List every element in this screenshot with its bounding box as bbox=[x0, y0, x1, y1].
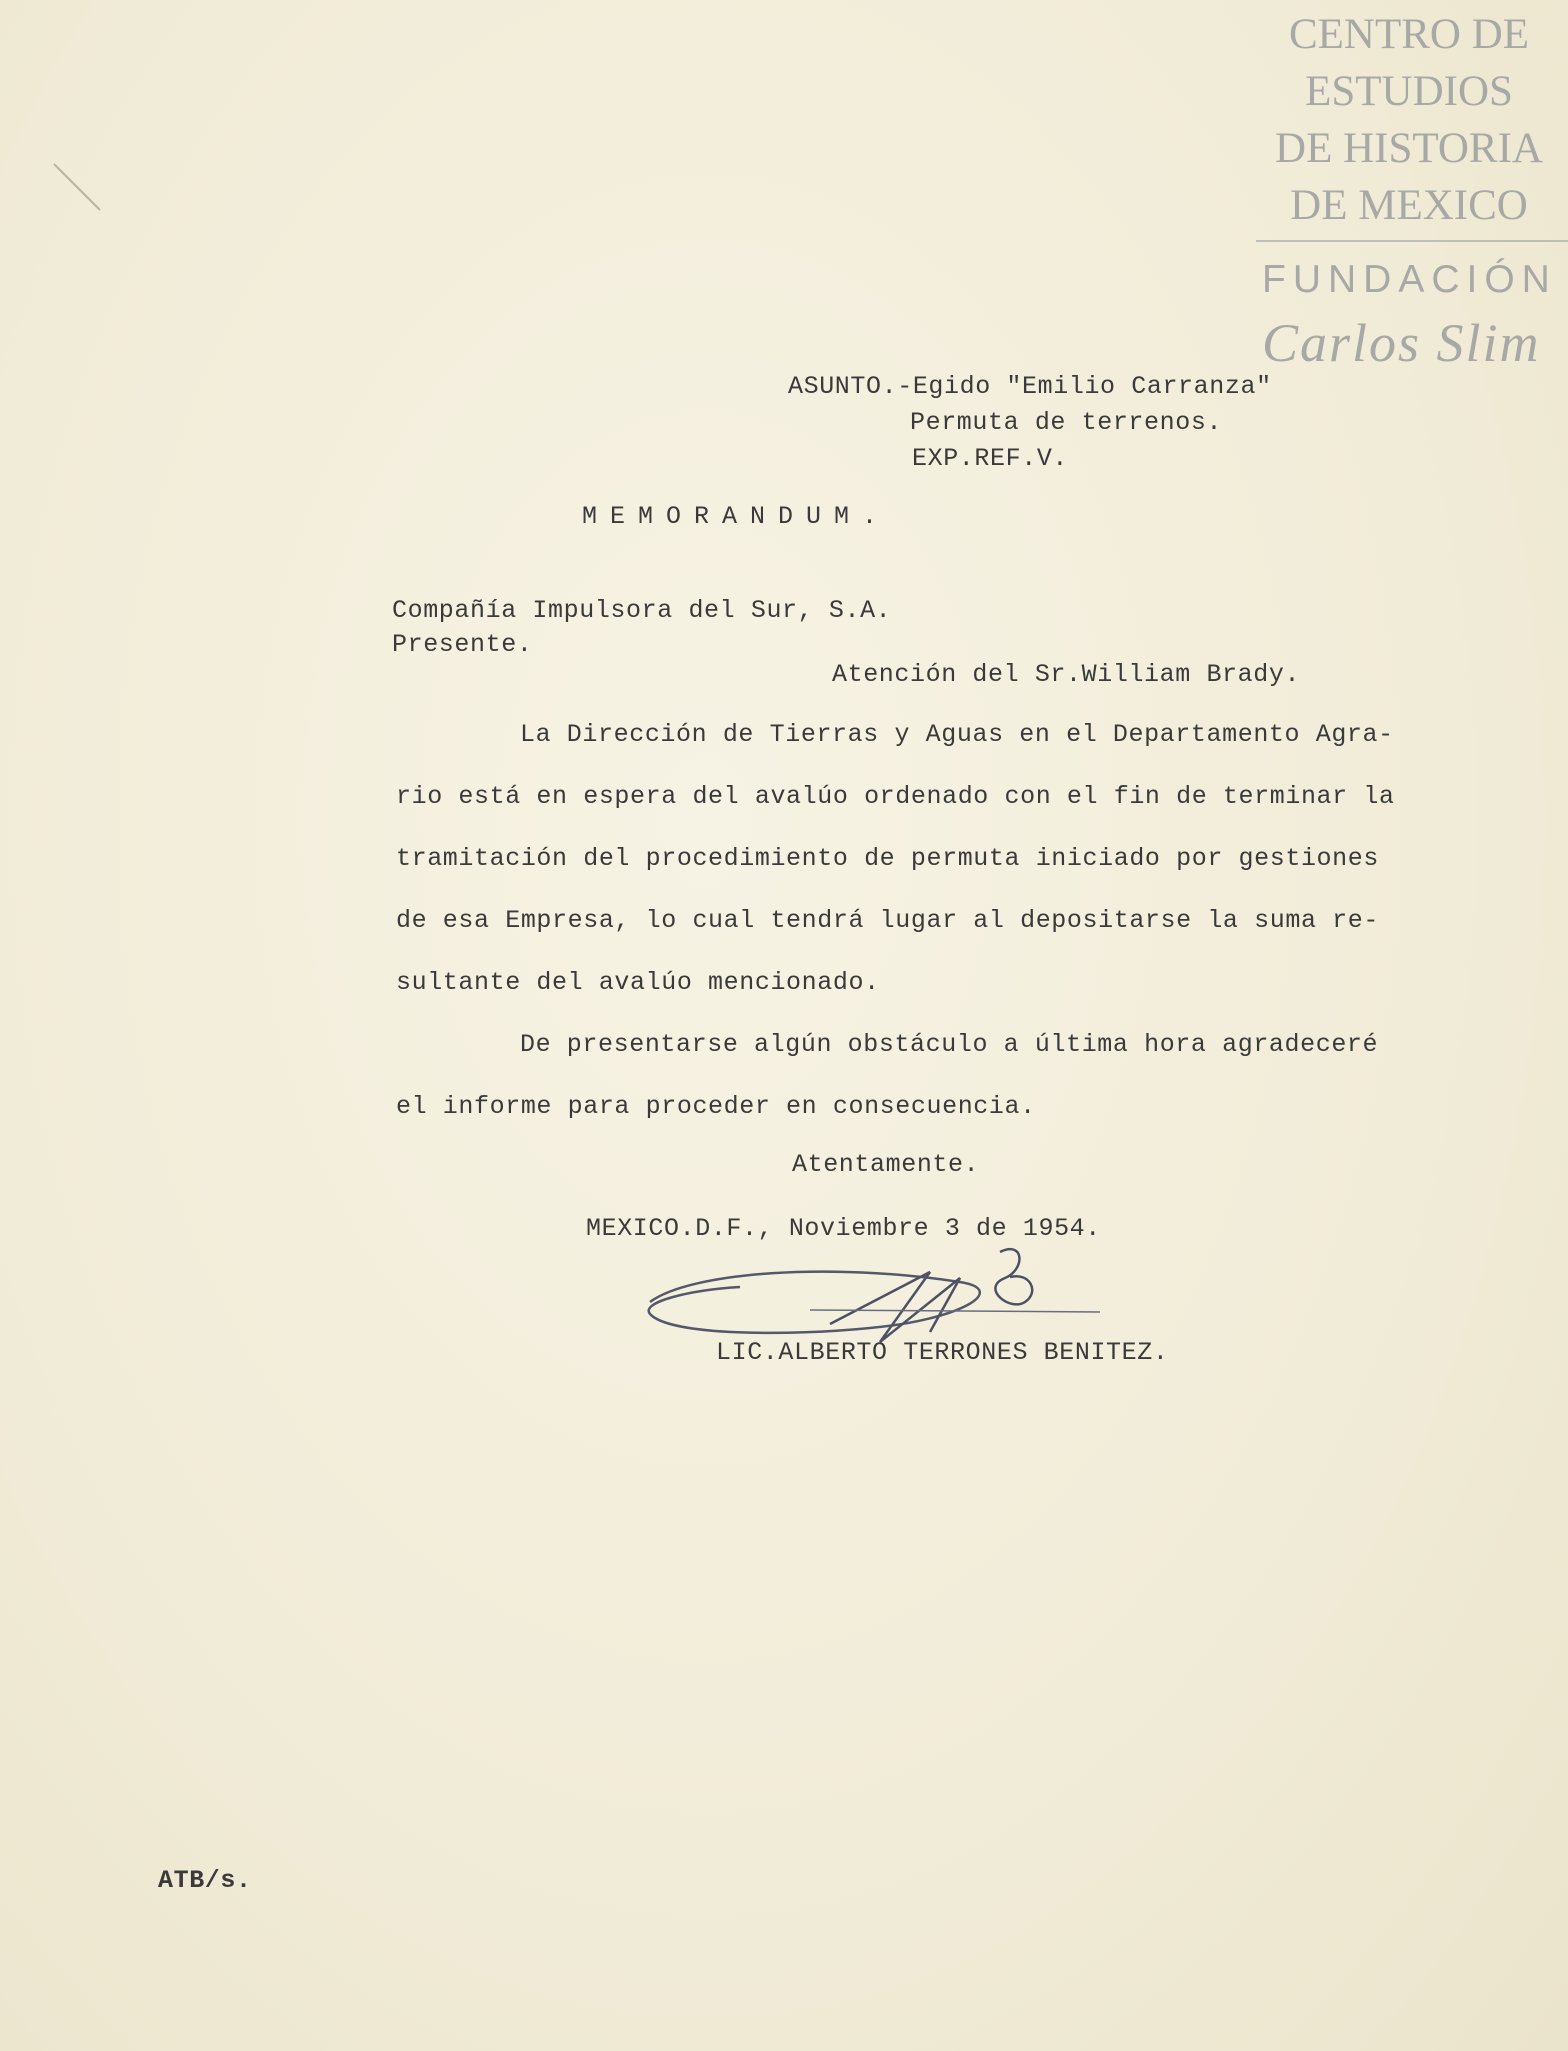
body-para1-line-5: sultante del avalúo mencionado. bbox=[396, 968, 880, 997]
subject-line-2: Permuta de terrenos. bbox=[910, 408, 1223, 437]
body-para2-line-1: De presentarse algún obstáculo a última hora agradeceré bbox=[520, 1030, 1379, 1059]
watermark-line-2: ESTUDIOS bbox=[1305, 68, 1513, 115]
body-para1-line-1: La Dirección de Tierras y Aguas en el Departamento Agra- bbox=[520, 720, 1394, 749]
signer-name: LIC.ALBERTO TERRONES BENITEZ. bbox=[716, 1338, 1169, 1367]
attention-line: Atención del Sr.William Brady. bbox=[832, 660, 1301, 689]
body-para1-line-4: de esa Empresa, lo cual tendrá lugar al depositarse la suma re- bbox=[396, 906, 1379, 935]
memo-title: MEMORANDUM. bbox=[582, 502, 891, 531]
watermark-line-1: CENTRO DE bbox=[1288, 11, 1530, 58]
body-para1-line-3: tramitación del procedimiento de permuta iniciado por gestiones bbox=[396, 844, 1379, 873]
watermark-signature: Carlos Slim bbox=[1262, 313, 1541, 373]
subject-line-3: EXP.REF.V. bbox=[912, 444, 1069, 473]
date-line: MEXICO.D.F., Noviembre 3 de 1954. bbox=[586, 1214, 1101, 1243]
closing: Atentamente. bbox=[792, 1150, 980, 1179]
body-para2-line-2: el informe para proceder en consecuencia. bbox=[396, 1092, 1036, 1121]
subject-line-1: ASUNTO.-Egido "Emilio Carranza" bbox=[788, 372, 1272, 401]
watermark-foundation: FUNDACIÓN bbox=[1262, 258, 1557, 301]
addressee-presente: Presente. bbox=[392, 630, 533, 659]
addressee-company: Compañía Impulsora del Sur, S.A. bbox=[392, 596, 892, 625]
paper-scratch-mark bbox=[50, 160, 110, 220]
body-para1-line-2: rio está en espera del avalúo ordenado con el fin de terminar la bbox=[396, 782, 1395, 811]
archive-watermark bbox=[1256, 6, 1562, 234]
typist-initials: ATB/s. bbox=[158, 1866, 252, 1895]
watermark-line-3: DE HISTORIA bbox=[1275, 125, 1543, 172]
watermark-divider bbox=[1256, 240, 1568, 242]
watermark-line-4: DE MEXICO bbox=[1290, 182, 1528, 229]
